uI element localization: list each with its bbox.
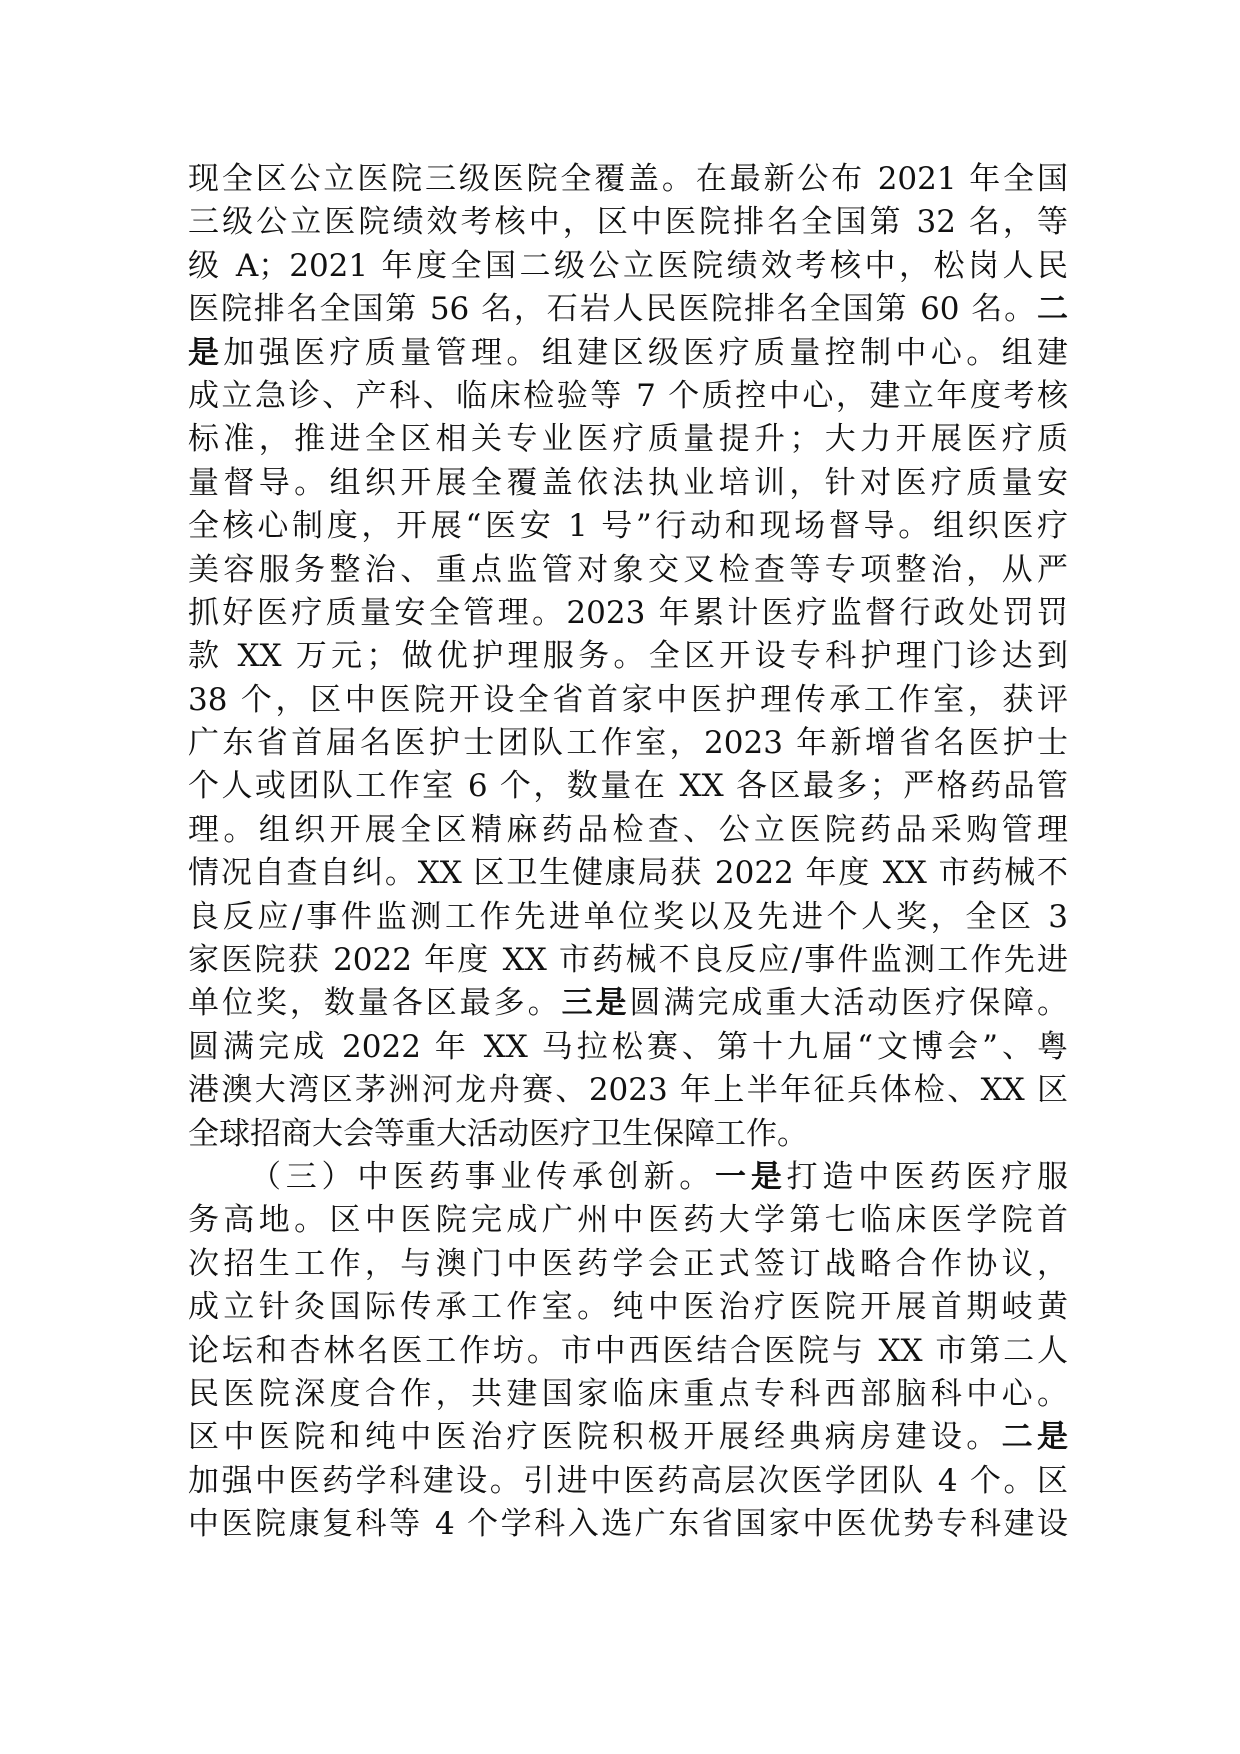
text-segment: 港澳大湾区茅洲河龙舟赛、2023 年上半年征兵体检、XX 区 (188, 1072, 1068, 1109)
text-line (188, 375, 1068, 418)
text-line (188, 462, 1068, 505)
text-line (188, 158, 1068, 201)
text-segment: 论坛和杏林名医工作坊。市中西医结合医院与 XX 市第二人 (188, 1332, 1068, 1369)
text-line (188, 1243, 1068, 1286)
text-segment: 区中医院和纯中医治疗医院积极开展经典病房建设。 (188, 1419, 1002, 1456)
text-segment: 良反应/事件监测工作先进单位奖以及先进个人奖，全区 3 (188, 898, 1068, 935)
text-segment: 圆满完成重大活动医疗保障。 (629, 985, 1069, 1022)
text-line (188, 679, 1068, 722)
text-segment: 成立针灸国际传承工作室。纯中医治疗医院开展首期岐黄 (188, 1289, 1068, 1326)
text-segment: （三）中医药事业传承创新。 (250, 1158, 716, 1195)
text-segment: 情况自查自纠。XX 区卫生健康局获 2022 年度 XX 市药械不 (188, 855, 1068, 892)
text-segment: 38 个，区中医院开设全省首家中医护理传承工作室，获评 (188, 681, 1068, 718)
text-segment: 加强中医药学科建设。引进中医药高层次医学团队 4 个。区 (188, 1462, 1068, 1499)
text-segment: 单位奖，数量各区最多。 (188, 985, 562, 1022)
text-segment: 款 XX 万元；做优护理服务。全区开设专科护理门诊达到 (188, 638, 1068, 675)
text-line (188, 1330, 1068, 1373)
text-line (188, 1026, 1068, 1069)
document-body (188, 158, 1068, 1547)
text-segment: 抓好医疗质量安全管理。2023 年累计医疗监督行政处罚罚 (188, 594, 1068, 631)
text-segment: 广东省首届名医护士团队工作室，2023 年新增省名医护士 (188, 725, 1068, 762)
text-segment: 中医院康复科等 4 个学科入选广东省国家中医优势专科建设 (188, 1506, 1068, 1543)
text-line (188, 1460, 1068, 1503)
text-segment: 医院排名全国第 56 名，石岩人民医院排名全国第 60 名。 (188, 291, 1037, 328)
text-line (188, 635, 1068, 678)
text-line (188, 245, 1068, 288)
text-line (188, 939, 1068, 982)
text-line (188, 332, 1068, 375)
text-segment: 三级公立医院绩效考核中，区中医院排名全国第 32 名，等 (188, 204, 1068, 241)
text-segment: 级 A；2021 年度全国二级公立医院绩效考核中，松岗人民 (188, 247, 1068, 284)
paragraph-heading-line (188, 1156, 1068, 1199)
text-line (188, 549, 1068, 592)
text-line (188, 201, 1068, 244)
text-line (188, 592, 1068, 635)
text-segment: 圆满完成 2022 年 XX 马拉松赛、第十九届“文博会”、粤 (188, 1028, 1068, 1065)
text-segment: 务高地。区中医院完成广州中医药大学第七临床医学院首 (188, 1202, 1068, 1239)
bold-ordinal-marker: 一是 (715, 1158, 787, 1195)
text-line (188, 809, 1068, 852)
text-segment: 个人或团队工作室 6 个，数量在 XX 各区最多；严格药品管 (188, 768, 1068, 805)
text-segment: 美容服务整治、重点监管对象交叉检查等专项整治，从严 (188, 551, 1068, 588)
text-line (188, 1416, 1068, 1459)
text-line (188, 505, 1068, 548)
text-segment: 民医院深度合作，共建国家临床重点专科西部脑科中心。 (188, 1375, 1068, 1412)
text-segment: 全球招商大会等重大活动医疗卫生保障工作。 (188, 1115, 808, 1152)
text-segment: 全核心制度，开展“医安 1 号”行动和现场督导。组织医疗 (188, 508, 1068, 545)
bold-ordinal-marker: 二 (1037, 291, 1068, 328)
text-segment: 家医院获 2022 年度 XX 市药械不良反应/事件监测工作先进 (188, 942, 1068, 979)
text-line (188, 288, 1068, 331)
text-segment: 标准，推进全区相关专业医疗质量提升；大力开展医疗质 (188, 421, 1068, 458)
text-line (188, 1113, 1068, 1156)
bold-ordinal-marker: 三是 (561, 985, 630, 1022)
text-segment: 次招生工作，与澳门中医药学会正式签订战略合作协议， (188, 1245, 1068, 1282)
text-line (188, 1069, 1068, 1112)
text-segment: 量督导。组织开展全覆盖依法执业培训，针对医疗质量安 (188, 464, 1068, 501)
text-line (188, 418, 1068, 461)
text-segment: 加强医疗质量管理。组建区级医疗质量控制中心。组建 (223, 334, 1068, 371)
bold-ordinal-marker: 是 (188, 334, 224, 371)
text-line (188, 1503, 1068, 1546)
text-segment: 现全区公立医院三级医院全覆盖。在最新公布 2021 年全国 (188, 161, 1068, 197)
text-line (188, 852, 1068, 895)
text-line (188, 1286, 1068, 1329)
text-segment: 打造中医药医疗服 (786, 1158, 1069, 1195)
text-line (188, 722, 1068, 765)
text-segment: 理。组织开展全区精麻药品检查、公立医院药品采购管理 (188, 811, 1068, 848)
text-segment: 成立急诊、产科、临床检验等 7 个质控中心，建立年度考核 (188, 377, 1068, 414)
text-line (188, 765, 1068, 808)
bold-ordinal-marker: 二是 (1001, 1419, 1068, 1456)
text-line (188, 982, 1068, 1025)
text-line (188, 1373, 1068, 1416)
text-line (188, 896, 1068, 939)
text-line (188, 1199, 1068, 1242)
